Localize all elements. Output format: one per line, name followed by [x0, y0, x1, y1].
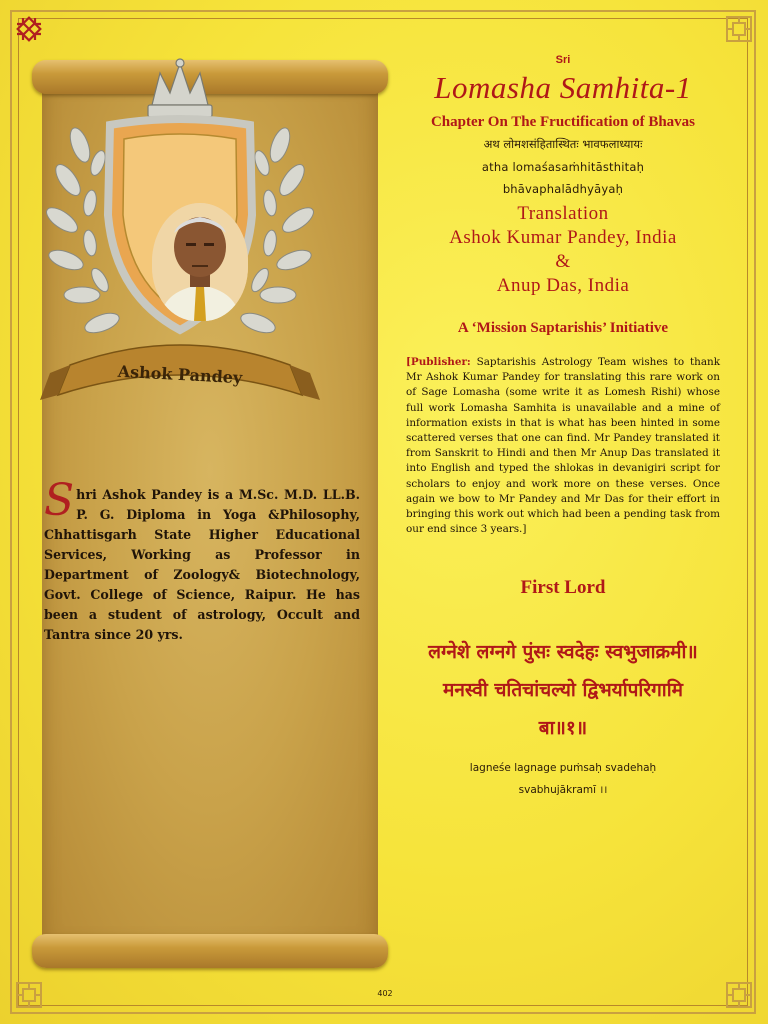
page-title: Lomasha Samhita-1 [434, 70, 692, 105]
publisher-note [406, 355, 720, 537]
verse-line-3: बा॥१॥ [538, 717, 588, 740]
verse-line-1: लग्नेशे लग्नगे पुंसः स्वदेहः स्वभुजाक्रमी॥ [428, 641, 698, 664]
portrait-photo [152, 203, 248, 321]
publisher-label: [Publisher: [406, 356, 471, 368]
section-heading: First Lord [520, 577, 606, 599]
ampersand: & [555, 251, 571, 272]
verse-iast-2: svabhujākramī ।। [518, 784, 608, 797]
chapter-devanagari: अथ लोमशसंहितास्थितः भावफलाध्यायः [483, 137, 643, 151]
article-header [398, 50, 728, 801]
chapter-title: Chapter On The Fructification of Bhavas [430, 114, 696, 130]
verse-line-2: मनस्वी चतिचांचल्यो द्विभर्यापरिगामि [442, 679, 684, 702]
initiative-heading: A ‘Mission Saptarishis’ Initiative [457, 320, 669, 336]
verse-sanskrit [398, 633, 728, 747]
translator-2: Anup Das, India [496, 275, 630, 296]
bio-text: hri Ashok Pandey is a M.Sc. M.D. LL.B. P. G. Diploma in Yoga &Philosophy, Chhattisgarh State Higher Educational Services, Working as Professor in Department of Zoology& Biotechnology, Govt. College of Science, Raipur. He has been a student of astrology, Occult and Tantra since 20 yrs. [44, 487, 360, 642]
verse-iast-1: lagneśe lagnage puṁsaḥ svadehaḥ [469, 762, 657, 775]
chapter-iast-line2: bhāvaphalādhyāyaḥ [502, 182, 624, 196]
translation-label: Translation [517, 203, 609, 224]
corner-ornament-icon [722, 978, 756, 1012]
sri-label: Sri [555, 54, 571, 66]
verse-transliteration [398, 757, 728, 801]
author-bio [44, 475, 360, 645]
publisher-text: Saptarishis Astrology Team wishes to thank Mr Ashok Kumar Pandey for translating this rare work on of Sage Lomasha (some write it as Lomesh Rishi) whose full work Lomasha Samhita is unavailable and a mine of information exists in that is what has been hinted in some scattered verses that one can find. Mr Pandey translated it from Sanskrit to Hindi and then Mr Anup Das translated it into English and typed the shlokas in devanigiri script for scholars to enjoy and work more on these verses. Once again we bow to Mr Pandey and Mr Das for their effort in bringing this work out which had been a pending task from our end since 3 years.] [406, 356, 720, 536]
translator-1: Ashok Kumar Pandey, India [449, 227, 677, 248]
page-number: 402 [377, 989, 393, 998]
bio-dropcap: S [44, 475, 75, 526]
corner-ornament-icon [12, 978, 46, 1012]
ribbon-caption: Ashok Pandey [117, 361, 243, 388]
chapter-iast-line1: atha lomaśasaṁhitāsthitaḥ [481, 160, 645, 174]
endless-knot-icon [12, 12, 46, 46]
scroll-rod-bottom [32, 934, 388, 968]
corner-ornament-icon [722, 12, 756, 46]
